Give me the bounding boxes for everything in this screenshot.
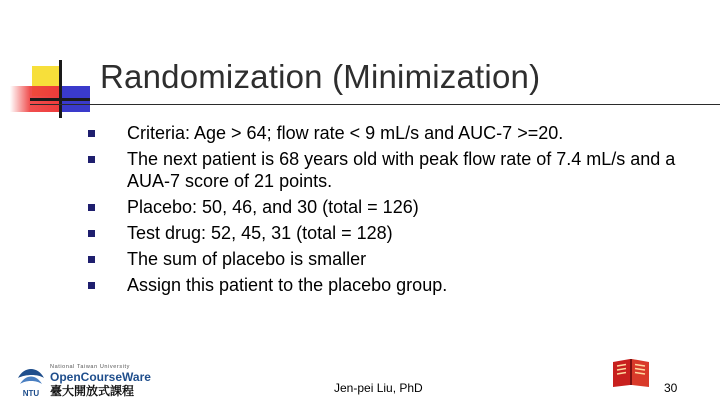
bullet-text: Assign this patient to the placebo group. <box>127 275 448 295</box>
bullet-text: Test drug: 52, 45, 31 (total = 128) <box>127 223 393 243</box>
bullet-list <box>88 122 698 300</box>
bullet-icon <box>88 256 95 263</box>
title-rule-left <box>30 104 62 105</box>
decor-vertical-line <box>59 60 62 118</box>
bullet-text: The next patient is 68 years old with peak flow rate of 7.4 mL/s and a AUA-7 score of 21 points. <box>127 149 676 191</box>
footer-author: Jen-pei Liu, PhD <box>334 381 423 395</box>
book-icon-graphic <box>611 356 651 388</box>
decor-horizontal-line <box>30 98 90 101</box>
ntu-ocw-logo <box>14 360 154 400</box>
page-number: 30 <box>664 381 678 395</box>
bullet-text: Placebo: 50, 46, and 30 (total = 126) <box>127 197 419 217</box>
bullet-icon <box>88 282 95 289</box>
bullet-icon <box>88 130 95 137</box>
list-item <box>88 196 698 218</box>
slide-title: Randomization (Minimization) <box>100 58 541 95</box>
logo-line3: 臺大開放式課程 <box>50 384 135 398</box>
logo-line1: National Taiwan University <box>50 364 130 370</box>
bullet-icon <box>88 204 95 211</box>
ntu-ocw-logo-graphic <box>14 360 154 400</box>
title-rule <box>62 104 720 105</box>
bullet-icon <box>88 230 95 237</box>
bullet-text: Criteria: Age > 64; flow rate < 9 mL/s and AUC-7 >=20. <box>127 123 564 143</box>
list-item <box>88 148 698 192</box>
bullet-text: The sum of placebo is smaller <box>127 249 367 269</box>
list-item <box>88 122 698 144</box>
logo-badge: NTU <box>22 389 40 398</box>
logo-line2: OpenCourseWare <box>50 370 151 384</box>
list-item <box>88 248 698 270</box>
list-item <box>88 222 698 244</box>
book-icon <box>611 356 651 388</box>
list-item <box>88 274 698 296</box>
bullet-icon <box>88 156 95 163</box>
